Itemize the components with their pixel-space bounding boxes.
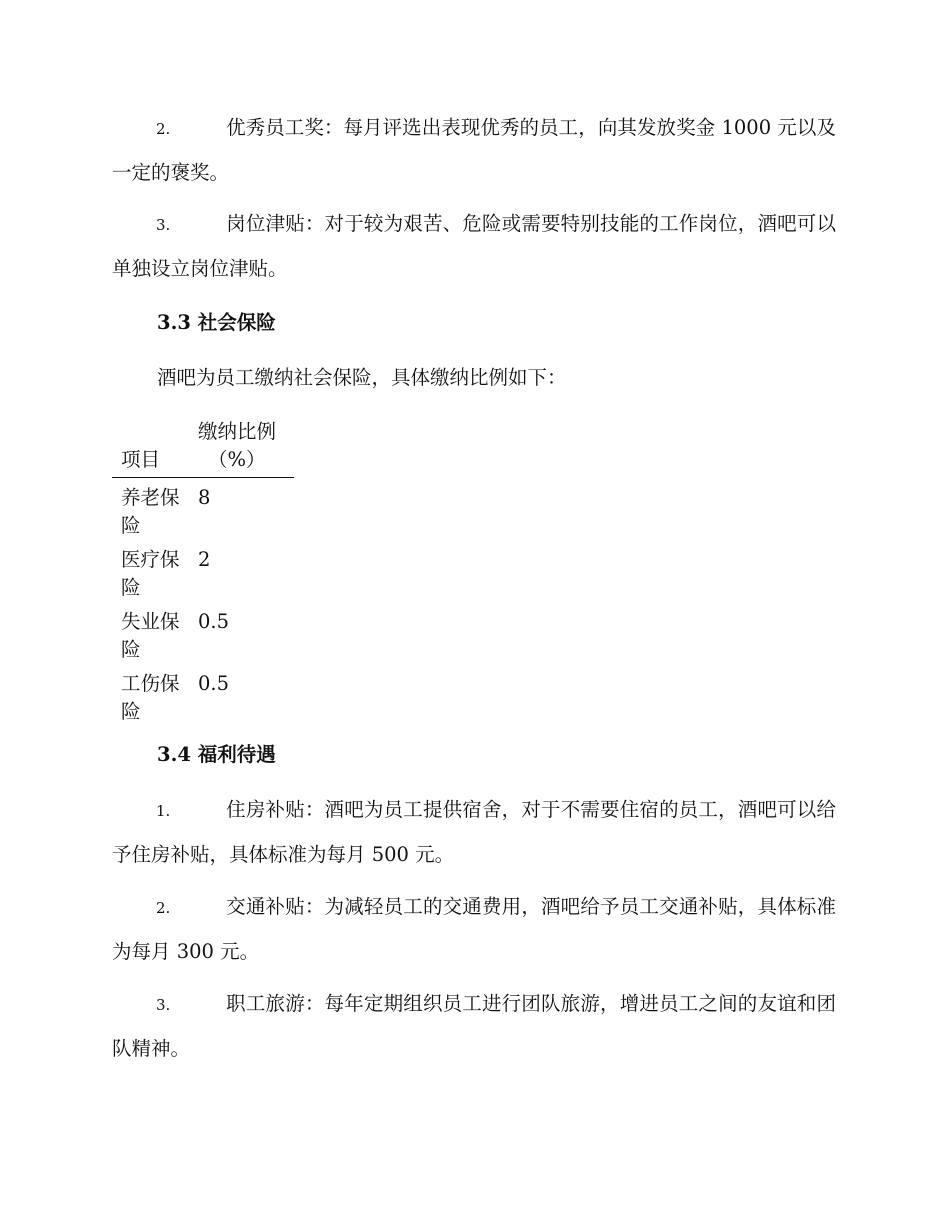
- row-item: 工伤保险: [121, 672, 180, 723]
- list-number: 1.: [156, 802, 171, 820]
- list-number: 2.: [156, 899, 171, 917]
- list-text: 岗位津贴：对于较为艰苦、危险或需要特别技能的工作岗位，酒吧可以单独设立岗位津贴。: [112, 212, 836, 280]
- table-row: [112, 664, 294, 726]
- row-rate: 2: [198, 548, 211, 571]
- section-heading-insurance: 3.3 社会保险: [157, 311, 276, 334]
- insurance-intro: 酒吧为员工缴纳社会保险，具体缴纳比例如下：: [157, 366, 567, 389]
- row-item: 养老保险: [121, 486, 180, 537]
- row-rate: 0.5: [198, 672, 230, 695]
- row-item: 医疗保险: [121, 548, 180, 599]
- insurance-table: [112, 418, 294, 726]
- table-row: [112, 602, 294, 664]
- list-item: [112, 982, 836, 1070]
- list-text: 职工旅游：每年定期组织员工进行团队旅游，增进员工之间的友谊和团队精神。: [112, 992, 836, 1060]
- list-text: 住房补贴：酒吧为员工提供宿舍，对于不需要住宿的员工，酒吧可以给予住房补贴，具体标准为每月 500 元。: [112, 798, 836, 866]
- list-number: 3.: [156, 216, 171, 234]
- header-rate-line1: 缴纳比例: [198, 420, 277, 443]
- list-number: 2.: [156, 120, 171, 138]
- list-item: [112, 202, 836, 290]
- table-row: [112, 478, 294, 541]
- list-number: 3.: [156, 996, 171, 1014]
- header-item: 项目: [121, 448, 161, 471]
- row-rate: 0.5: [198, 610, 230, 633]
- header-rate-line2: （%）: [208, 448, 266, 471]
- row-item: 失业保险: [121, 610, 180, 661]
- list-item: [112, 885, 836, 973]
- section-heading-welfare: 3.4 福利待遇: [157, 743, 276, 766]
- list-item: [112, 788, 836, 876]
- table-header-row: [112, 418, 294, 478]
- header-rate: [189, 418, 294, 478]
- row-rate: 8: [198, 486, 211, 509]
- table-row: [112, 540, 294, 602]
- list-item: [112, 106, 836, 194]
- list-text: 交通补贴：为减轻员工的交通费用，酒吧给予员工交通补贴，具体标准为每月 300 元。: [112, 895, 836, 963]
- list-text: 优秀员工奖：每月评选出表现优秀的员工，向其发放奖金 1000 元以及一定的褒奖。: [112, 116, 836, 184]
